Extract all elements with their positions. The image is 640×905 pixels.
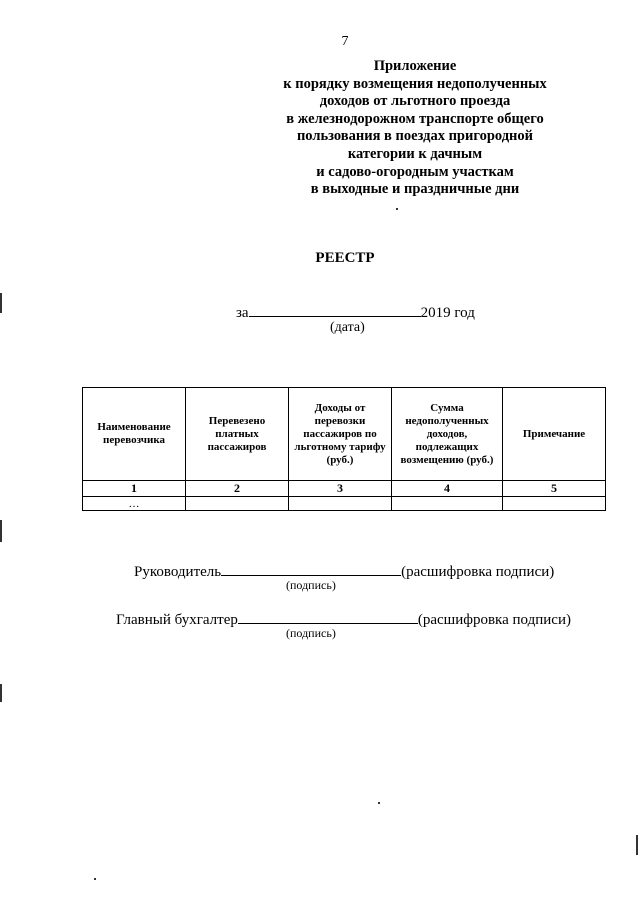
accountant-signature-caption: (подпись) — [286, 626, 336, 640]
registry-table — [82, 387, 606, 511]
column-header-lost-income: Сумма недополученных доходов, подлежащих возмещению (руб.) — [392, 388, 503, 481]
appendix-line: в железнодорожном транспорте общего — [286, 110, 544, 127]
column-header-carrier: Наименование перевозчика — [83, 388, 186, 481]
table-row — [83, 497, 606, 511]
scan-dot — [94, 878, 96, 880]
appendix-line: доходов от льготного проезда — [319, 93, 511, 110]
table-row — [83, 481, 606, 497]
head-signature-line — [134, 561, 554, 581]
period-suffix: 2019 год — [420, 305, 475, 321]
table-cell — [289, 497, 392, 511]
column-number: 4 — [392, 481, 503, 497]
period-prefix: за — [236, 305, 249, 321]
registry-title: РЕЕСТР — [315, 250, 375, 266]
appendix-line: пользования в поездах пригородной — [296, 128, 534, 145]
table-cell-ellipsis: … — [83, 497, 186, 511]
column-number: 1 — [83, 481, 186, 497]
column-header-income: Доходы от перевозки пассажиров по льготному тарифу (руб.) — [289, 388, 392, 481]
date-field-blank — [249, 302, 421, 317]
accountant-decode: (расшифровка подписи) — [417, 612, 571, 628]
head-signature-caption: (подпись) — [286, 578, 336, 592]
signature-blank — [221, 561, 401, 576]
appendix-line: к порядку возмещения недополученных — [283, 75, 547, 92]
scan-mark — [0, 684, 2, 702]
table-cell — [186, 497, 289, 511]
scan-mark — [0, 520, 2, 542]
signature-blank — [238, 609, 418, 624]
scan-dot — [378, 802, 380, 804]
table-cell — [392, 497, 503, 511]
scan-mark — [636, 835, 638, 855]
period-line — [236, 302, 475, 322]
appendix-line: категории к дачным — [347, 146, 483, 162]
accountant-label: Главный бухгалтер — [116, 612, 238, 628]
table-header-row — [83, 388, 606, 481]
appendix-line: Приложение — [373, 58, 457, 74]
head-label: Руководитель — [134, 564, 222, 580]
appendix-line: в выходные и праздничные дни — [310, 181, 520, 198]
column-header-note: Примечание — [503, 388, 606, 481]
scan-dot — [396, 208, 398, 210]
accountant-signature-line — [116, 609, 571, 629]
column-number: 3 — [289, 481, 392, 497]
appendix-line: и садово-огородным участкам — [316, 163, 514, 180]
column-header-passengers: Перевезено платных пассажиров — [186, 388, 289, 481]
date-caption: (дата) — [330, 320, 365, 335]
scan-mark — [0, 293, 2, 313]
table-cell — [503, 497, 606, 511]
column-number: 5 — [503, 481, 606, 497]
head-decode: (расшифровка подписи) — [401, 564, 555, 580]
page-number: 7 — [341, 34, 349, 49]
column-number: 2 — [186, 481, 289, 497]
